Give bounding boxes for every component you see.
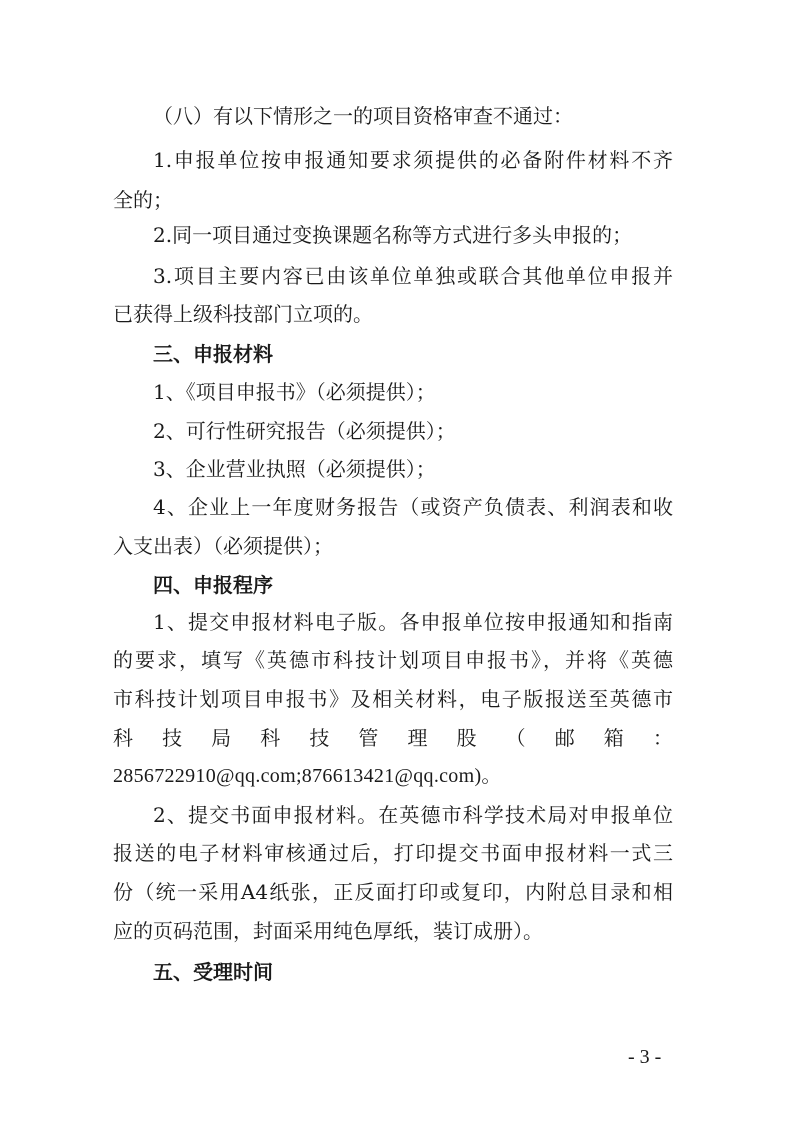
section-4-p2-line-1: 2、提交书面申报材料。在英德市科学技术局对申报单位 xyxy=(153,803,673,827)
spread-char: 科 xyxy=(113,726,133,750)
section-3-item-1: 1、《项目申报书》（必须提供）； xyxy=(153,380,436,404)
section-4-p2-line-2: 报送的电子材料审核通过后，打印提交书面申报材料一式三 xyxy=(113,841,673,865)
section-3-item-2: 2、可行性研究报告（必须提供）； xyxy=(153,419,456,443)
section-8-item-1-line-1: 1.申报单位按申报通知要求须提供的必备附件材料不齐 xyxy=(153,148,673,172)
section-3-item-4-line-1: 4、企业上一年度财务报告（或资产负债表、利润表和收 xyxy=(153,495,673,519)
spread-char: 科 xyxy=(260,726,281,750)
section-4-p1-line-3: 市科技计划项目申报书》及相关材料，电子版报送至英德市 xyxy=(113,687,673,711)
section-5-heading: 五、受理时间 xyxy=(153,960,273,984)
section-8-item-3-line-2: 已获得上级科技部门立项的。 xyxy=(113,302,373,326)
section-8-item-2: 2.同一项目通过变换课题名称等方式进行多头申报的； xyxy=(153,223,633,247)
section-8-item-1-line-2: 全的； xyxy=(113,188,173,212)
spread-char: 股 xyxy=(456,726,477,750)
section-3-item-3: 3、企业营业执照（必须提供）； xyxy=(153,457,436,481)
section-4-p2-line-4: 应的页码范围，封面采用纯色厚纸，装订成册）。 xyxy=(113,919,543,943)
section-4-heading: 四、申报程序 xyxy=(153,573,273,597)
spread-char: 理 xyxy=(407,726,428,750)
section-4-p1-line-2: 的要求，填写《英德市科技计划项目申报书》，并将《英德 xyxy=(113,648,673,672)
section-4-p1-line-1: 1、提交申报材料电子版。各申报单位按申报通知和指南 xyxy=(153,610,673,634)
section-4-p2-line-3: 份（统一采用A4纸张，正反面打印或复印，内附总目录和相 xyxy=(113,880,673,904)
section-8-item-3-line-1: 3.项目主要内容已由该单位单独或联合其他单位申报并 xyxy=(153,264,673,288)
spread-char: （ xyxy=(505,726,526,750)
spread-char: 技 xyxy=(162,726,183,750)
spread-char: 箱 xyxy=(603,726,624,750)
section-3-item-4-line-2: 入支出表）（必须提供）； xyxy=(113,534,333,558)
section-8-title: （八）有以下情形之一的项目资格审查不通过： xyxy=(153,104,573,128)
spread-char: 技 xyxy=(309,726,330,750)
spread-char: 局 xyxy=(211,726,232,750)
spread-char: 邮 xyxy=(554,726,575,750)
page-number: - 3 - xyxy=(628,1046,662,1068)
spread-char: 管 xyxy=(358,726,379,750)
section-4-p1-line-4 xyxy=(113,723,673,753)
section-3-heading: 三、申报材料 xyxy=(153,342,273,366)
spread-char: ： xyxy=(652,726,673,750)
section-4-email-line: 2856722910@qq.com;876613421@qq.com)。 xyxy=(113,765,502,787)
